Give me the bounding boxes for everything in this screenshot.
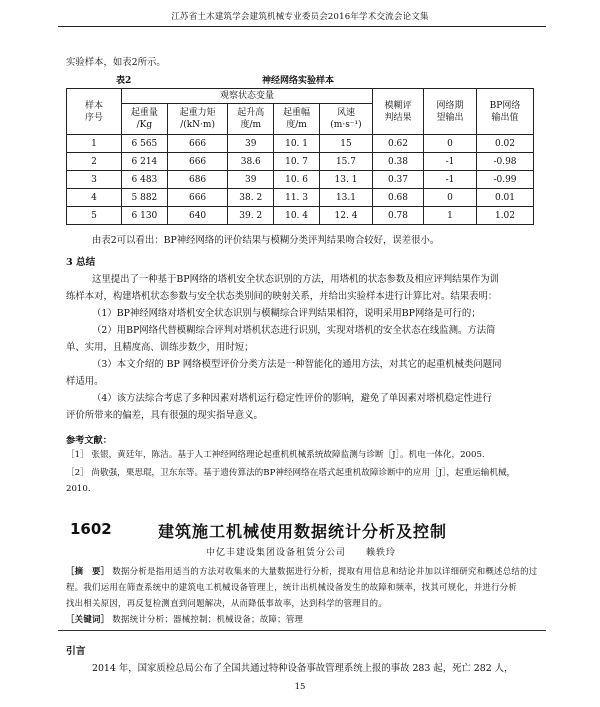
- summary-line: （4）该方法综合考虑了多种因素对塔机运行稳定性评价的影响，避免了单因素对塔机稳定性进行: [92, 393, 492, 404]
- col-header-amplitude: 起重幅 度/m: [274, 104, 320, 135]
- header-rule: [58, 26, 546, 27]
- table-label: 表2: [116, 76, 132, 86]
- col-header-weight: 起重量 /Kg: [122, 104, 168, 135]
- article-number: 1602: [70, 520, 112, 538]
- table-row: 3 6 483 686 39 10. 6 13. 1 0.37 -1 -0.99: [67, 171, 534, 189]
- article-author: 中亿丰建设集团设备租赁分公司 赖轶玲: [206, 548, 397, 558]
- reference-item: ［2］ 尚敬强，栗思琨，卫东东等。基于遗传算法的BP神经网络在塔式起重机故障诊断中的应用［J］，起重运输机械，: [66, 468, 516, 478]
- running-head: 江苏省土木建筑学会建筑机械专业委员会2016年学术交流会论文集: [171, 12, 429, 22]
- table-row: 5 6 130 640 39. 2 10. 4 12. 4 0.78 1 1.02: [67, 207, 534, 225]
- intro-heading: 引言: [66, 646, 86, 657]
- keywords-label: ［关键词］: [66, 614, 110, 624]
- keywords-line: ［关键词］ 数据统计分析；器械控制；机械设备；故障；管理: [66, 614, 304, 624]
- col-header-moment: 起重力矩 /(kN·m): [167, 104, 228, 135]
- col-sample-header: 样本 序号: [67, 89, 122, 135]
- col-bp-header: BP网络 输出值: [477, 89, 534, 135]
- article-title: 建筑施工机械使用数据统计分析及控制: [158, 522, 448, 541]
- page-number: 15: [294, 682, 306, 692]
- summary-line: 单、实用，且精度高、训练步数少，用时短；: [66, 342, 254, 353]
- summary-line: （3）本文介绍的 BP 网络模型评价分类方法是一种智能化的通用方法，对其它的起重机械类问题同: [92, 359, 502, 370]
- table-row: 2 6 214 666 38.6 10. 7 15.7 0.38 -1 -0.98: [67, 153, 534, 171]
- data-table: [66, 88, 534, 225]
- summary-line: （1）BP神经网络对塔机安全状态识别与模糊综合评判结果相符，说明采用BP网络是可行的；: [92, 308, 481, 319]
- references-title: 参考文献：: [66, 435, 112, 446]
- summary-line: 练样本对，构建塔机状态参数与安全状态类别间的映射关系，并给出实验样本进行计算比对。结果表明：: [66, 291, 498, 302]
- summary-line: 这里提出了一种基于BP网络的塔机安全状态识别的方法，用塔机的状态参数及相应评判结果作为训: [92, 274, 499, 285]
- abstract-line: 找出相关原因，再反复检测直到问题解决，从而降低事故率，达到科学的管理目的。: [66, 598, 387, 608]
- intro-line: 实验样本，如表2所示。: [66, 57, 166, 68]
- table-conclusion: 由表2可以看出：BP神经网络的评价结果与模糊分类评判结果吻合较好，误差很小。: [92, 235, 440, 246]
- col-header-height: 起升高 度/m: [228, 104, 274, 135]
- reference-item: ［1］ 张银，黄廷年，陈洁。基于人工神经网络理论起重机机械系统故障监测与诊断［J］。机电一体化，2005.: [66, 450, 485, 460]
- intro-line: 2014 年，国家质检总局公布了全国共通过特种设备事故管理系统上报的事故 283 起，死亡 282 人，: [92, 663, 514, 674]
- table-title: 神经网络实验样本: [262, 76, 335, 86]
- summary-line: （2）用BP网络代替模糊综合评判对塔机状态进行识别，实现对塔机的安全状态在线监测。方法简: [92, 325, 496, 336]
- abstract-rule: [58, 630, 546, 631]
- summary-line: 样适用。: [66, 376, 104, 387]
- table-row: 1 6 565 666 39 10. 1 15 0.62 0 0.02: [67, 135, 534, 153]
- col-period-header: 网络期 望输出: [424, 89, 477, 135]
- abstract-label: ［摘 要］: [66, 566, 110, 576]
- abstract-line: ［摘 要］ 数据分析是指用适当的方法对收集来的大量数据进行分析，提取有用信息和结论并加以详细研究和概述总结的过: [66, 566, 538, 576]
- group-header: 观察状态变量: [122, 89, 373, 104]
- table-row: 4 5 882 666 38. 2 11. 3 13.1 0.68 0 0.01: [67, 189, 534, 207]
- col-fuzzy-header: 模糊评 判结果: [373, 89, 424, 135]
- col-header-wind: 风速 (m·s⁻¹): [319, 104, 372, 135]
- reference-item: 2010.: [66, 484, 91, 494]
- summary-line: 评价所带来的偏差，具有很强的现实指导意义。: [66, 410, 263, 421]
- abstract-line: 程。我们运用在筛查系统中的建筑电工机械设备管理上，统计出机械设备发生的故障和频率，找其可规化，并进行分析: [66, 582, 518, 592]
- section-3-heading: 3 总结: [66, 257, 96, 268]
